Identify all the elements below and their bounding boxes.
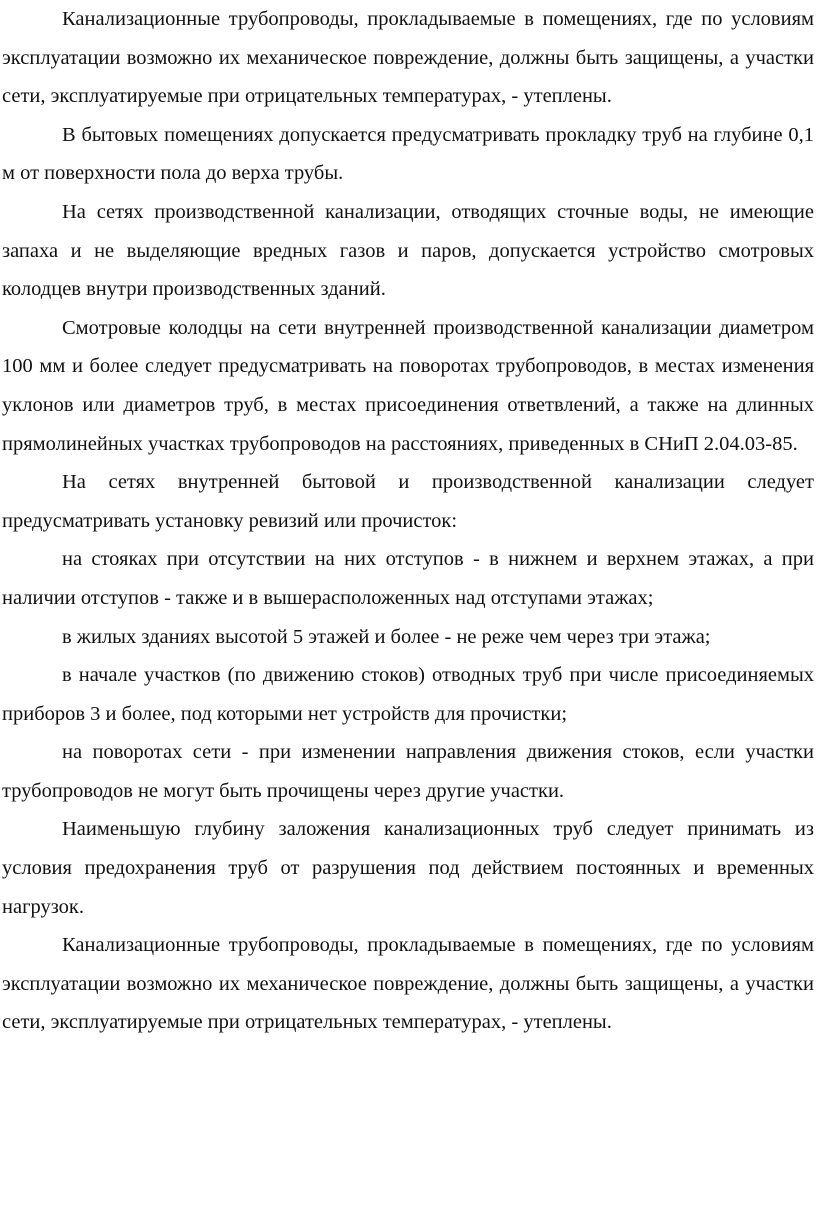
list-item-3: в начале участков (по движению стоков) отводных труб при числе присоединяемых приборов 3 и более, под которыми нет устройств для прочистки; [2,664,814,725]
paragraph-3: На сетях производственной канализации, отводящих сточные воды, не имеющие запаха и не выделяющие вредных газов и паров, допускается устройство смотровых колодцев внутри производственных зданий. [2,200,814,301]
list-item-1: на стояках при отсутствии на них отступов - в нижнем и верхнем этажах, а при наличии отступов - также и в вышерасположенных над отступами этажах; [2,548,814,609]
paragraph-1: Канализационные трубопроводы, прокладываемые в помещениях, где по условиям эксплуатации возможно их механическое повреждение, должны быть защищены, а участки сети, эксплуатируемые при отрицательных температурах, - утеплены. [2,8,814,108]
paragraph-6: Наименьшую глубину заложения канализационных труб следует принимать из условия предохранения труб от разрушения под действием постоянных и временных нагрузок. [2,818,814,918]
paragraph-5: На сетях внутренней бытовой и производственной канализации следует предусматривать установку ревизий или прочисток: [2,471,814,532]
list-item-2: в жилых зданиях высотой 5 этажей и более - не реже чем через три этажа; [62,625,711,648]
paragraph-4: Смотровые колодцы на сети внутренней производственной канализации диаметром 100 мм и более следует предусматривать на поворотах трубопроводов, в местах изменения уклонов или диаметров труб, в местах присоединения ответвлений, а также на длинных прямолинейных участках трубопроводов на расстояниях, приведенных в СНиП 2.04.03-85. [2,316,814,455]
paragraph-2: В бытовых помещениях допускается предусматривать прокладку труб на глубине 0,1 м от поверхности пола до верха трубы. [2,123,814,185]
list-item-4: на поворотах сети - при изменении направления движения стоков, если участки трубопроводов не могут быть прочищены через другие участки. [2,741,814,802]
paragraph-7: Канализационные трубопроводы, прокладываемые в помещениях, где по условиям эксплуатации возможно их механическое повреждение, должны быть защищены, а участки сети, эксплуатируемые при отрицательных температурах, - утеплены. [2,934,814,1034]
